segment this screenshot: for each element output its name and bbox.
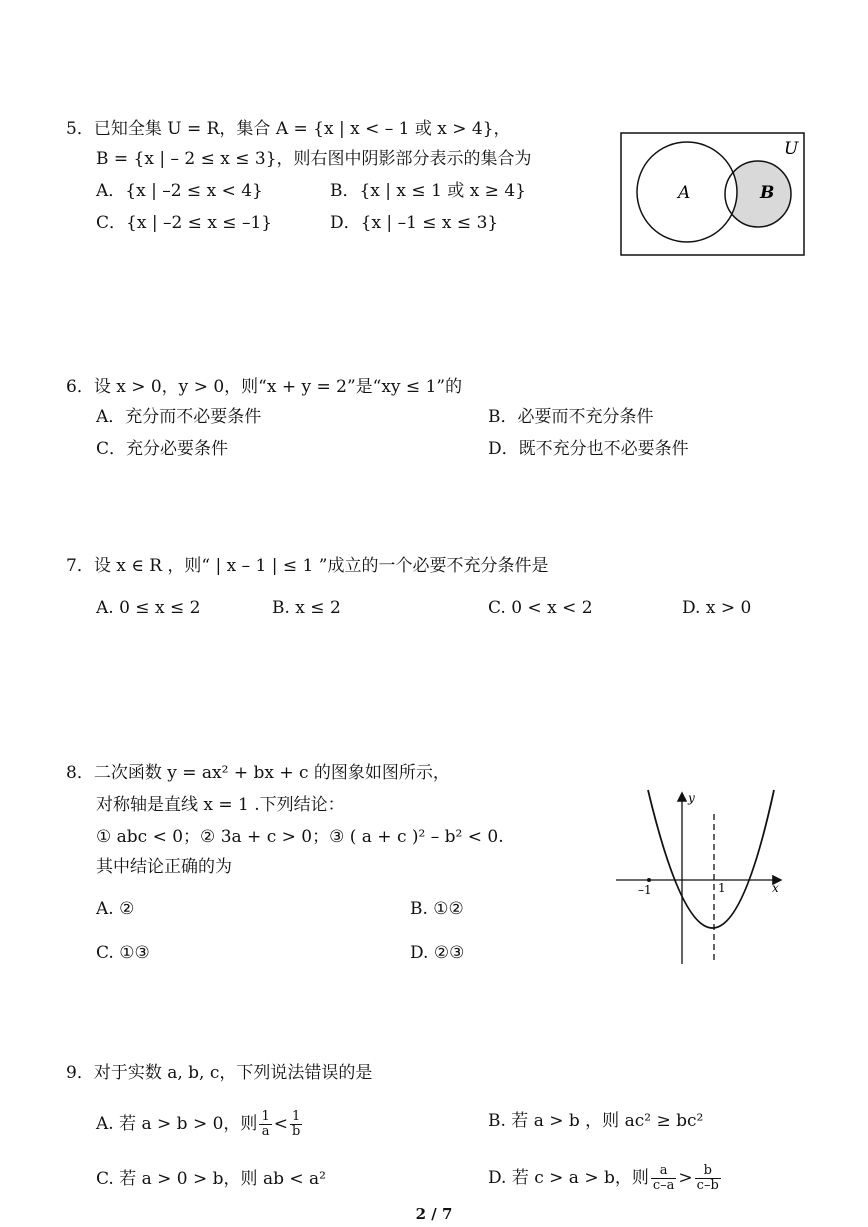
graph-tick-1: 1 <box>718 881 726 895</box>
q9-stem: 9．对于实数 a, b, c，下列说法错误的是 <box>66 1063 373 1083</box>
q8-line4: 其中结论正确的为 <box>96 857 232 877</box>
graph-parabola <box>648 790 774 928</box>
q7-option-d: D. x > 0 <box>682 598 752 618</box>
q5-option-a: A．{x | –2 ≤ x < 4} <box>96 181 263 201</box>
q6-option-c: C．充分必要条件 <box>96 439 229 459</box>
q5-option-d: D．{x | –1 ≤ x ≤ 3} <box>330 213 499 233</box>
venn-set-a-label: A <box>678 183 691 203</box>
q5-number: 5． <box>66 119 94 139</box>
q6-number: 6． <box>66 377 94 397</box>
q5-option-c: C．{x | –2 ≤ x ≤ –1} <box>96 213 273 233</box>
q8-option-b: B. ①② <box>410 899 464 919</box>
q6-option-a: A．充分而不必要条件 <box>96 407 262 427</box>
q7-stem: 7．设 x ∈ R ，则“ | x – 1 | ≤ 1 ”成立的一个必要不充分条件是 <box>66 556 549 576</box>
q9-d-fraction-left: $\frac{a}{c-a}$ <box>652 1163 675 1193</box>
q8-option-d: D. ②③ <box>410 943 465 963</box>
q5-line1: 5．已知全集 U = R，集合 A = {x | x < – 1 或 x > 4}， <box>66 119 511 139</box>
graph-tick-neg1: –1 <box>638 883 652 897</box>
q8-line1: 8．二次函数 y = ax² + bx + c 的图象如图所示， <box>66 763 450 783</box>
q9-option-a: A. 若 a > b > 0，则 $\frac{1}{a}$ < $\frac{1}{b}$ <box>96 1109 301 1139</box>
parabola-graph <box>612 788 788 966</box>
q9-number: 9． <box>66 1063 94 1083</box>
q9-a-fraction-right: $\frac{1}{b}$ <box>291 1109 301 1139</box>
q8-line3: ① abc < 0；② 3a + c > 0；③ ( a + c )² – b² < 0. <box>96 827 504 847</box>
q7-number: 7． <box>66 556 94 576</box>
q9-option-c: C. 若 a > 0 > b，则 ab < a² <box>96 1169 326 1189</box>
q7-option-c: C. 0 < x < 2 <box>488 598 593 618</box>
venn-diagram <box>620 132 806 258</box>
page-number: 2 / 7 <box>415 1205 453 1223</box>
q6-stem: 6．设 x > 0，y > 0，则“x + y = 2”是“xy ≤ 1”的 <box>66 377 463 397</box>
q9-d-fraction-right: $\frac{b}{c-b}$ <box>696 1163 719 1193</box>
venn-universe-label: U <box>784 139 799 159</box>
graph-point-neg1 <box>647 878 651 882</box>
graph-y-label: y <box>688 791 695 805</box>
q6-option-d: D．既不充分也不必要条件 <box>488 439 689 459</box>
q8-option-a: A. ② <box>96 899 135 919</box>
q7-option-a: A. 0 ≤ x ≤ 2 <box>96 598 201 618</box>
q9-option-b: B. 若 a > b ，则 ac² ≥ bc² <box>488 1111 704 1131</box>
q6-option-b: B．必要而不充分条件 <box>488 407 654 427</box>
q8-line2: 对称轴是直线 x = 1 .下列结论： <box>96 795 345 815</box>
q9-option-d: D. 若 c > a > b，则 $\frac{a}{c-a}$ > $\frac{b}{c-b}$ <box>488 1163 719 1193</box>
graph-x-label: x <box>772 881 779 895</box>
venn-set-b-label: B <box>760 183 775 203</box>
q8-number: 8． <box>66 763 94 783</box>
q5-option-b: B．{x | x ≤ 1 或 x ≥ 4} <box>330 181 526 201</box>
q8-option-c: C. ①③ <box>96 943 150 963</box>
q9-a-fraction-left: $\frac{1}{a}$ <box>261 1109 270 1139</box>
q5-line2: B = {x | – 2 ≤ x ≤ 3}，则右图中阴影部分表示的集合为 <box>96 149 532 169</box>
q7-option-b: B. x ≤ 2 <box>272 598 341 618</box>
